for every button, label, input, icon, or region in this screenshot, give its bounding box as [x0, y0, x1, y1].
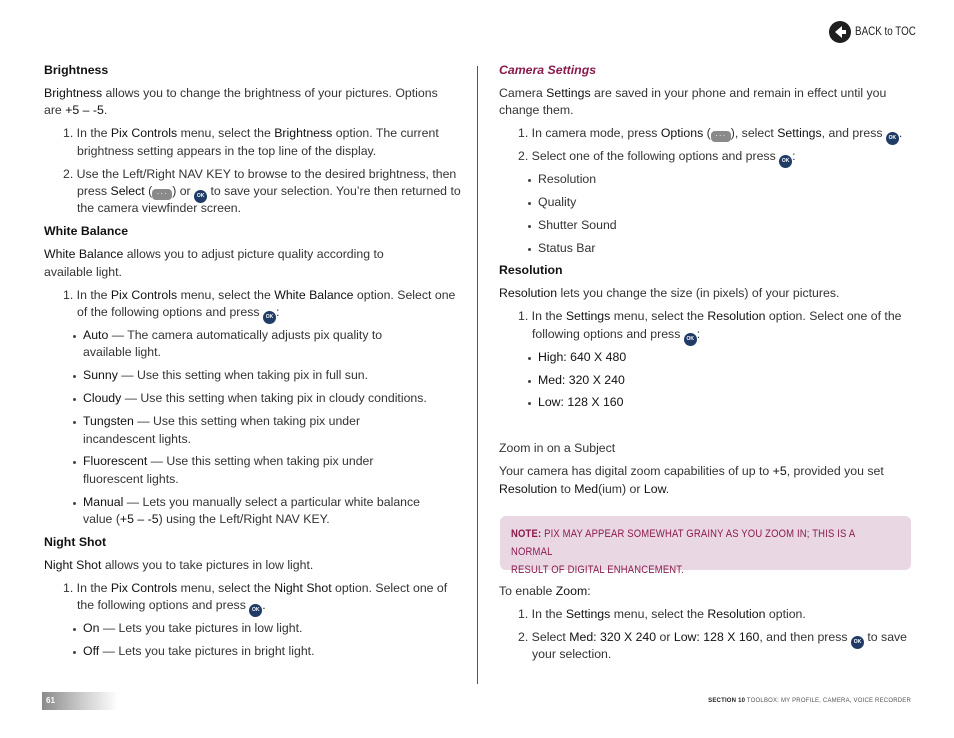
text: PIX MAY APPEAR SOMEWHAT GRAINY AS YOU ZOOM IN; THIS IS A NORMAL [511, 528, 855, 558]
text: ) using the Left/Right NAV KEY. [158, 512, 330, 526]
enable-zoom-intro [499, 583, 591, 601]
ok-button-icon: OK [249, 604, 262, 617]
list-item: Low: 128 X 160 [538, 395, 624, 409]
ok-button-icon: OK [779, 155, 792, 168]
text: , provided you set [786, 464, 884, 478]
camera-settings-intro-line2: change them. [499, 103, 574, 117]
note-label: NOTE: [511, 528, 542, 540]
term: Sunny [83, 368, 118, 382]
text: Your camera has digital zoom capabilities of up to [499, 464, 773, 478]
column-divider [477, 66, 478, 684]
bullet-icon [528, 179, 531, 182]
list-item: Shutter Sound [538, 218, 617, 232]
text: — Lets you manually select a particular white balance [123, 495, 420, 509]
text: value ( [83, 512, 120, 526]
range: +5 – -5 [119, 512, 159, 526]
term: +5 [772, 464, 787, 478]
bullet-icon [528, 202, 531, 205]
brightness-step2: 2. Use the Left/Right NAV KEY to browse to the desired brightness, then [63, 167, 457, 181]
term: Settings [565, 607, 611, 621]
text: option. [765, 607, 806, 621]
list-item [83, 494, 420, 512]
section-title: TOOLBOX: MY PROFILE, CAMERA, VOICE RECORDER [745, 698, 911, 704]
bullet-icon [528, 225, 531, 228]
text: ), select [730, 126, 778, 140]
text: option. Select one of the [765, 309, 902, 323]
term: Night Shot [44, 558, 102, 572]
brightness-step1 [63, 125, 439, 143]
bullet-icon [73, 651, 76, 654]
text: allows you to take pictures in low light. [101, 558, 314, 572]
term: Settings [565, 309, 611, 323]
text: — Use this setting when taking pix under [147, 454, 374, 468]
term: Manual [83, 495, 124, 509]
term: Brightness [44, 86, 103, 100]
text: , and then press [759, 630, 851, 644]
ok-button-icon: OK [263, 311, 276, 324]
text: To enable [499, 584, 556, 598]
text: : [587, 584, 591, 598]
soft-key-icon: ··· [711, 131, 731, 142]
text: menu, select the [610, 607, 708, 621]
text: 1. In the [518, 607, 566, 621]
camera-settings-step1 [518, 125, 902, 145]
term: Resolution [707, 309, 766, 323]
back-to-toc-label: BACK to TOC [855, 24, 916, 39]
text: — Lets you take pictures in bright light. [99, 644, 315, 658]
list-item: Med: 320 X 240 [538, 373, 625, 387]
resolution-heading: Resolution [499, 263, 563, 277]
list-item [83, 327, 382, 345]
ok-button-icon: OK [684, 333, 697, 346]
text: allows you to change the brightness of your pictures. Options [102, 86, 438, 100]
text: — Use this setting when taking pix in full sun. [117, 368, 369, 382]
text: option. The current [332, 126, 439, 140]
bullet-icon [73, 461, 76, 464]
term: Cloudy [83, 391, 122, 405]
white-balance-intro-line2: available light. [44, 265, 122, 279]
term: Settings [546, 86, 591, 100]
bullet-icon [73, 421, 76, 424]
night-shot-step1 [63, 580, 447, 598]
text: 1. In camera mode, press [518, 126, 661, 140]
white-balance-heading: White Balance [44, 224, 129, 238]
note-callout [500, 516, 911, 576]
list-item-line2: incandescent lights. [83, 432, 192, 446]
page-number: 61 [46, 696, 55, 705]
list-item-line2: available light. [83, 345, 161, 359]
text: ( [703, 126, 711, 140]
night-shot-intro [44, 557, 313, 575]
text: — Use this setting when taking pix in cloudy conditions. [121, 391, 427, 405]
text: following options and press [532, 327, 684, 341]
brightness-intro [44, 85, 438, 103]
text: menu, select the [610, 309, 708, 323]
brightness-step2-line3: the camera viewfinder screen. [77, 201, 242, 215]
resolution-intro [499, 285, 839, 303]
text: : [792, 149, 796, 163]
back-to-toc-link[interactable] [829, 21, 929, 43]
term: Off [83, 644, 100, 658]
text: 1. In the [63, 126, 111, 140]
section-label: SECTION 10 [708, 698, 746, 704]
text: to save [863, 630, 908, 644]
ok-button-icon: OK [886, 132, 899, 145]
text: ) or [172, 184, 195, 198]
term: Resolution [499, 482, 558, 496]
text: . [898, 126, 903, 140]
list-item: Resolution [538, 172, 597, 186]
term: Med: 320 X 240 [569, 630, 657, 644]
bullet-icon [528, 380, 531, 383]
camera-settings-intro [499, 85, 886, 103]
term: Low [643, 482, 666, 496]
text: of the following options and press [77, 305, 263, 319]
text: menu, select the [177, 288, 275, 302]
text: Camera [499, 86, 547, 100]
text: are saved in your phone and remain in effect until you [590, 86, 887, 100]
term: Pix Controls [110, 581, 178, 595]
brightness-step1-line2: brightness setting appears in the top line of the display. [77, 144, 377, 158]
text: . [665, 482, 670, 496]
list-item [83, 390, 427, 408]
bullet-icon [528, 402, 531, 405]
text: 1. In the [63, 581, 111, 595]
bullet-icon [528, 357, 531, 360]
term: Med [574, 482, 599, 496]
text: 2. Select [518, 630, 570, 644]
text: option. Select one of [331, 581, 448, 595]
text: 1. In the [518, 309, 566, 323]
page-number-bar [42, 692, 118, 710]
term: Fluorescent [83, 454, 148, 468]
night-shot-step1-line2 [77, 597, 266, 617]
term: Pix Controls [110, 288, 178, 302]
list-item: High: 640 X 480 [538, 350, 627, 364]
term: Resolution [499, 286, 558, 300]
list-item [83, 620, 302, 638]
text: or [656, 630, 674, 644]
text: . [103, 103, 108, 117]
bullet-icon [528, 248, 531, 251]
night-shot-heading: Night Shot [44, 535, 107, 549]
term: Options [660, 126, 704, 140]
brightness-heading: Brightness [44, 63, 109, 77]
text: — Lets you take pictures in low light. [99, 621, 303, 635]
soft-key-icon: ··· [152, 189, 172, 200]
text: , and press [821, 126, 886, 140]
term: On [83, 621, 100, 635]
text: : [696, 327, 701, 341]
enable-zoom-step2-line2: your selection. [532, 647, 612, 661]
list-item [83, 643, 315, 661]
white-balance-step1-line2 [77, 304, 279, 324]
term: Auto [83, 328, 109, 342]
enable-zoom-step1 [518, 606, 806, 624]
brightness-intro-line2 [44, 102, 107, 120]
zoom-heading: Zoom in on a Subject [499, 441, 616, 455]
text: (ium) or [598, 482, 644, 496]
text: — Use this setting when taking pix under [133, 414, 361, 428]
bullet-icon [73, 628, 76, 631]
list-item-line2: fluorescent lights. [83, 472, 179, 486]
bullet-icon [73, 335, 76, 338]
term: Settings [777, 126, 822, 140]
resolution-step1-line2 [532, 326, 700, 346]
white-balance-step1 [63, 287, 455, 305]
list-item: Quality [538, 195, 577, 209]
white-balance-intro [44, 246, 384, 264]
term: Pix Controls [110, 126, 178, 140]
term: Low: 128 X 160 [673, 630, 760, 644]
text: 1. In the [63, 288, 111, 302]
text: allows you to adjust picture quality according to [123, 247, 384, 261]
list-item [83, 367, 368, 385]
text: press [77, 184, 111, 198]
term: Zoom [555, 584, 588, 598]
term: White Balance [44, 247, 124, 261]
term: Night Shot [274, 581, 332, 595]
bullet-icon [73, 398, 76, 401]
text: menu, select the [177, 581, 275, 595]
list-item-line2 [83, 511, 330, 529]
text: are [44, 103, 66, 117]
text: to [557, 482, 575, 496]
text: to save your selection. You’re then returned to [207, 184, 461, 198]
text: option. Select one [353, 288, 456, 302]
text: . [262, 598, 266, 612]
text: the following options and press [77, 598, 250, 612]
note-text [511, 525, 898, 579]
back-arrow-icon [829, 21, 851, 43]
term: Tungsten [83, 414, 134, 428]
ok-button-icon: OK [851, 636, 864, 649]
camera-settings-heading: Camera Settings [499, 63, 597, 77]
range: +5 – -5 [65, 103, 104, 117]
text: menu, select the [177, 126, 275, 140]
text: ( [144, 184, 153, 198]
note-line1 [511, 525, 898, 561]
term: Resolution [707, 607, 766, 621]
text: 2. Select one of the following options and press [518, 149, 780, 163]
list-item: Status Bar [538, 241, 596, 255]
resolution-step1 [518, 308, 902, 326]
term: Select [110, 184, 145, 198]
zoom-intro [499, 463, 884, 481]
section-footer [708, 693, 911, 711]
zoom-intro-line2 [499, 481, 669, 499]
text: lets you change the size (in pixels) of your pictures. [557, 286, 840, 300]
term: White Balance [274, 288, 354, 302]
note-line2: RESULT OF DIGITAL ENHANCEMENT. [511, 564, 685, 576]
text: : [275, 305, 280, 319]
term: Brightness [274, 126, 333, 140]
bullet-icon [73, 375, 76, 378]
camera-settings-step2 [518, 148, 796, 168]
text: — The camera automatically adjusts pix quality to [108, 328, 383, 342]
bullet-icon [73, 502, 76, 505]
list-item [83, 413, 360, 431]
ok-button-icon: OK [194, 190, 207, 203]
list-item [83, 453, 374, 471]
